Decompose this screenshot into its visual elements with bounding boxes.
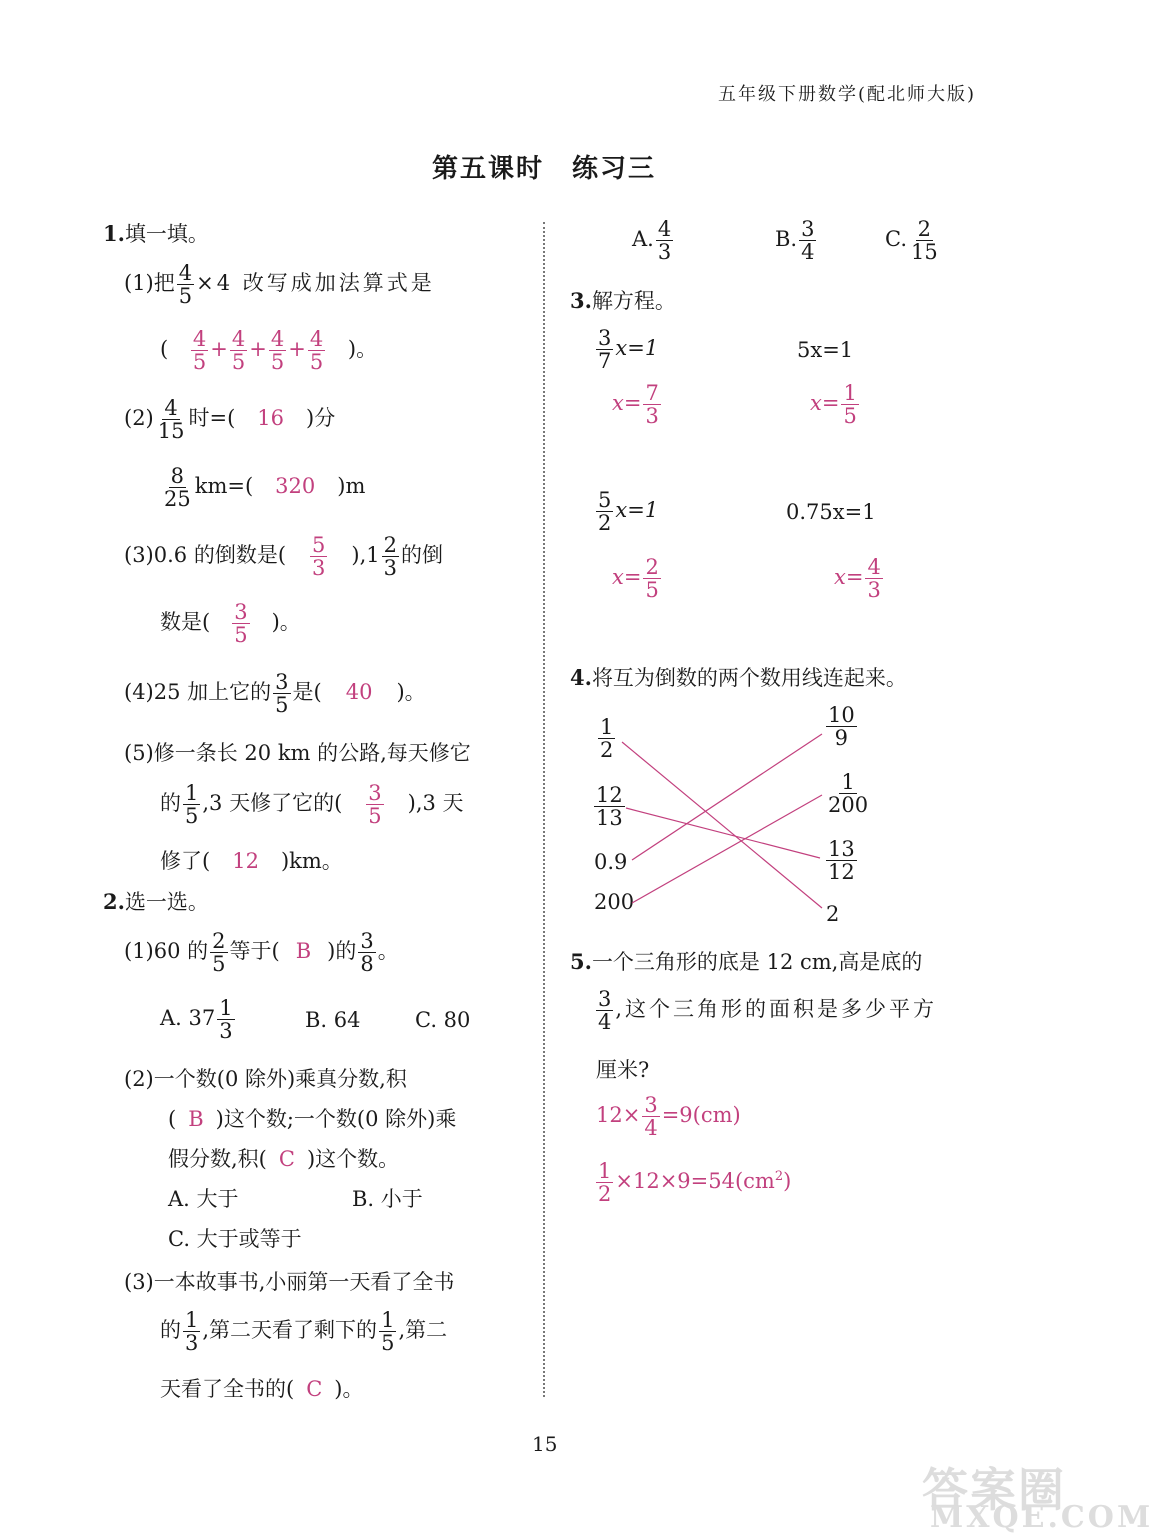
q1-heading-text: 填一填。 <box>124 222 209 246</box>
watermark-logo: 答案圈 <box>922 1463 1066 1517</box>
q2-p2-line1: (2)一个数(0 除外)乘真分数,积 <box>124 1067 407 1091</box>
q5-line2: $\frac{3}{4}$ ,这个三角形的面积是多少平方 <box>598 987 938 1035</box>
q3-eq4-answer: x= $\frac{4}{3}$ <box>834 555 881 603</box>
q2-p1: (1)60 的 $\frac{2}{5}$ 等于( B )的 $\frac{3}{8}$ 。 <box>124 929 399 977</box>
q2-p1-option-b: B. 64 <box>305 1008 361 1032</box>
q2-p2-line2: ( B )这个数;一个数(0 除外)乘 <box>168 1107 457 1131</box>
q1-p1-answer: $\frac{4}{5}$ + $\frac{4}{5}$ + $\frac{4}{5}$ + $\frac{4}{5}$ <box>192 327 324 375</box>
q4-right-item-4: 2 <box>826 902 840 926</box>
q2-p3-option-a: A. $\frac{4}{3}$ <box>632 217 672 265</box>
q1-p5-answer: $\frac{3}{5}$ <box>368 781 382 829</box>
q4-heading: 4.将互为倒数的两个数用线连起来。 <box>570 665 907 690</box>
q2-p2-option-b: B. 小于 <box>352 1187 423 1211</box>
q1-p2-answer2: 320 <box>275 474 316 499</box>
q4-right-item-1: $\frac{10}{9}$ <box>828 703 855 751</box>
match-line-0.9 <box>632 734 822 860</box>
q2-p3-option-b: B. $\frac{3}{4}$ <box>775 217 815 265</box>
q2-p3-answer: C <box>306 1377 323 1401</box>
q3-heading: 3.解方程。 <box>570 288 676 313</box>
q2-p2-option-c: C. 大于或等于 <box>168 1227 302 1251</box>
q5-solution-2: $\frac{1}{2}$ $\times 12\times 9=54(cm^2)$ <box>598 1159 792 1207</box>
q1-p3-line2: 数是( $\frac{3}{5}$ )。 <box>160 600 301 648</box>
q2-p3-option-c: C. $\frac{2}{15}$ <box>885 217 938 265</box>
q4-left-item-1: $\frac{1}{2}$ <box>600 715 614 763</box>
q4-left-item-4: 200 <box>594 890 635 914</box>
q1-p5-line3: 修了( 12 )km。 <box>160 849 343 873</box>
q5-line1: 5.一个三角形的底是 12 cm,高是底的 <box>570 949 923 974</box>
q2-p3-line3: 天看了全书的( C )。 <box>160 1377 364 1401</box>
q4-right-item-3: $\frac{13}{12}$ <box>828 837 855 885</box>
q1-p3-answer2: $\frac{3}{5}$ <box>234 600 248 648</box>
q2-p1-answer: B <box>295 939 312 964</box>
q2-p2-answer2: C <box>278 1147 295 1171</box>
q3-eq1: $\frac{3}{7}$ x=1 <box>598 326 659 374</box>
q3-eq4: 0.75x=1 <box>786 500 876 524</box>
q5-line3: 厘米? <box>596 1058 650 1082</box>
q2-p1-option-c: C. 80 <box>415 1008 471 1032</box>
q1-p4: (4)25 加上它的 $\frac{3}{5}$ 是( 40 )。 <box>124 670 426 718</box>
q2-p2-answer1: B <box>188 1107 204 1131</box>
page-title: 第五课时 练习三 <box>432 154 657 184</box>
q1-p5-line1: (5)修一条长 20 km 的公路,每天修它 <box>124 741 471 765</box>
q3-eq1-answer: x= $\frac{7}{3}$ <box>612 381 659 429</box>
q3-eq3: $\frac{5}{2}$ x=1 <box>598 488 659 536</box>
q1-p2-answer: 16 <box>257 406 285 431</box>
q1-p1-answer-line: ( $\frac{4}{5}$ + $\frac{4}{5}$ + $\frac{4}{5}$ + $\frac{4}{5}$ )。 <box>160 327 378 375</box>
q5-solution-1: 12× $\frac{3}{4}$ =9(cm) <box>596 1093 741 1141</box>
q1-p2-line2: $\frac{8}{25}$ km=( 320 )m <box>164 464 366 512</box>
q3-eq3-answer: x= $\frac{2}{5}$ <box>612 555 659 603</box>
q1-p3-line1: (3)0.6 的倒数是( $\frac{5}{3}$ ),1 $\frac{2}{3}$ 的倒 <box>124 533 443 581</box>
q2-p2-line3: 假分数,积( C )这个数。 <box>168 1147 400 1171</box>
q1-p5-line2: 的 $\frac{1}{5}$ ,3 天修了它的( $\frac{3}{5}$ ),3 天 <box>160 781 464 829</box>
q4-right-item-2: $\frac{1}{200}$ <box>828 770 869 818</box>
page-number: 15 <box>532 1432 558 1456</box>
q2-p1-option-a: A. 37 $\frac{1}{3}$ <box>160 996 233 1044</box>
q2-p2-option-a: A. 大于 <box>168 1187 239 1211</box>
book-header: 五年级下册数学(配北师大版) <box>718 84 977 105</box>
q1-p1-prefix: (1)把 <box>124 271 175 296</box>
q1-number: 1. <box>103 221 125 246</box>
q1-p1-text: ×4 改写成加法算式是 <box>196 271 435 296</box>
q4-left-item-3: 0.9 <box>594 850 628 874</box>
q3-eq2: 5x=1 <box>797 338 854 362</box>
match-line-200 <box>632 795 822 903</box>
q2-p3-line2: 的 $\frac{1}{3}$ ,第二天看了剩下的 $\frac{1}{5}$ ,第二 <box>160 1308 448 1356</box>
q2-p3-line1: (3)一本故事书,小丽第一天看了全书 <box>124 1270 455 1294</box>
q1-p4-answer: 40 <box>345 680 373 705</box>
match-line-half-two <box>622 742 822 908</box>
match-line-12-13 <box>626 808 820 858</box>
q1-p3-answer: $\frac{5}{3}$ <box>312 533 326 581</box>
q4-left-item-2: $\frac{12}{13}$ <box>596 783 623 831</box>
watermark-url: MXQE.COM <box>930 1500 1153 1535</box>
q2-heading: 2.选一选。 <box>103 889 209 914</box>
q1-p5-answer2: 12 <box>232 849 259 873</box>
q3-eq2-answer: x= $\frac{1}{5}$ <box>810 381 857 429</box>
q1-p1-fraction: $\frac{4}{5}$ <box>178 261 193 309</box>
q1-p2-line1: (2) $\frac{4}{15}$ 时=( 16 )分 <box>124 396 336 444</box>
